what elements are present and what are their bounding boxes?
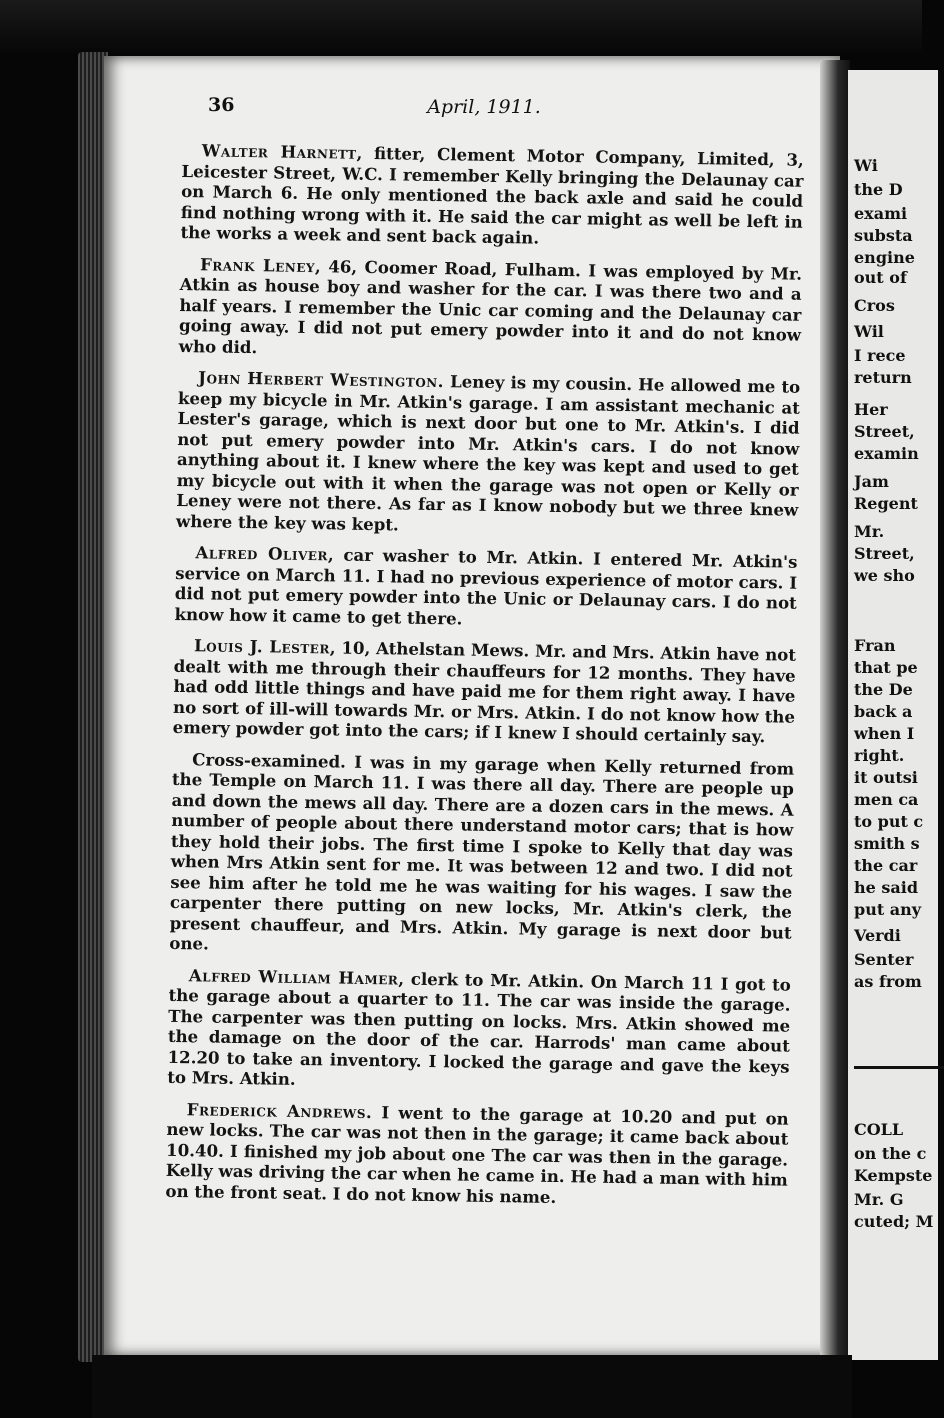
testimony-text: I went to the garage at 10.20 and put on new locks. The car was not then in the garage; it came back about 10.40. I finished my job about one The car was then in the garage. Kelly was driving the car when he came in. He had a man with him on the front seat. I do not know his name. <box>165 1101 789 1207</box>
facing-page-fragment: Kempste <box>854 1166 933 1185</box>
testimony-text: , 46, Coomer Road, Fulham. I was employed by Mr. Atkin as house boy and washer for the car. I was there two and a half years. I remember the Unic car coming and the Delaunay car going away. I did not put emery powder into it and do not know who did. <box>178 255 803 357</box>
page-content <box>165 140 804 1222</box>
page-number: 36 <box>208 94 235 116</box>
facing-page-fragment: Mr. <box>854 522 885 541</box>
facing-page-fragment: as from <box>854 972 922 991</box>
witness-name: Walter Harnett <box>201 140 357 163</box>
testimony-paragraph <box>169 748 794 963</box>
testimony-text: , fitter, Clement Motor Company, Limited, 3, Leicester Street, W.C. I remember Kelly bringing the Delaunay car on March 6. He only mentioned the back axle and said he could find nothing wrong with it. He said the car might as well be left in the works a week and sent back again. <box>180 142 804 248</box>
facing-page-fragment: COLL <box>854 1120 904 1139</box>
facing-page-fragment: when I <box>854 724 915 743</box>
facing-page-fragment: cuted; M <box>854 1212 934 1231</box>
facing-page-fragment: to put c <box>854 812 924 831</box>
witness-name: Frederick Andrews. <box>186 1098 373 1122</box>
witness-name: Frank Leney <box>199 253 316 276</box>
testimony-paragraph <box>180 140 804 252</box>
facing-page-fragment: I rece <box>854 346 906 365</box>
facing-page-fragment: Mr. G <box>854 1190 904 1209</box>
witness-name: Louis J. Lester <box>193 635 331 658</box>
facing-page-fragment: the car <box>854 856 918 875</box>
testimony-text: , car washer to Mr. Atkin. I entered Mr. Atkin's service on March 11. I had no previous experience of motor cars. I did not put emery powder into the Unic or Delaunay cars. I do not know how it came to get there. <box>174 544 798 628</box>
facing-page-fragment: back a <box>854 702 913 721</box>
witness-name: Alfred William Hamer <box>188 964 399 989</box>
facing-page-fragment: Fran <box>854 636 896 655</box>
book-bottom-edge <box>92 1355 852 1418</box>
facing-page-fragment: substa <box>854 226 913 245</box>
testimony-text: Leney is my cousin. He allowed me to keep my bicycle in Mr. Atkin's garage. I am assistant mechanic at Lester's garage, which is next door but one to Mr. Atkin's. I did not put emery powder into Mr. Atkin's cars. I do not know anything about it. I knew where the key was kept and used to get my bicycle out with it when the garage was not open or Kelly or Leney were not there. As far as I know nobody but we three knew where the key was kept. <box>175 371 801 534</box>
testimony-paragraph <box>165 1098 789 1210</box>
witness-name: John Herbert Westington. <box>198 367 445 392</box>
facing-page-fragment: examin <box>854 444 919 463</box>
facing-page-fragment: on the c <box>854 1144 927 1163</box>
running-head-date: April, 1911. <box>427 96 541 118</box>
testimony-paragraph <box>167 964 791 1097</box>
testimony-paragraph <box>176 367 800 541</box>
testimony-paragraph <box>174 542 797 634</box>
facing-page-fragment: Wi <box>854 156 878 175</box>
facing-page-fragment: Wil <box>854 322 884 341</box>
facing-page-fragment: return <box>854 368 912 387</box>
facing-page-fragment: Street, <box>854 422 915 441</box>
facing-page-fragment: we sho <box>854 566 915 585</box>
facing-page-fragment: he said <box>854 878 919 897</box>
facing-page-fragment: the D <box>854 180 903 199</box>
facing-page-fragment: smith s <box>854 834 920 853</box>
book-page <box>104 56 840 1356</box>
testimony-paragraph <box>173 635 797 747</box>
facing-page-fragment: Cros <box>854 296 895 315</box>
facing-page-fragment: engine <box>854 248 915 267</box>
book-top-edge <box>0 0 922 58</box>
facing-page-fragment: the De <box>854 680 913 699</box>
testimony-text: Cross-examined. I was in my garage when Kelly returned from the Temple on March 11. I was there all day. There are people up and down the mews all day. There are a dozen cars in the mews. A number of people about there understand motor cars; that is how they hold their jobs. The first time I spoke to Kelly that day was when Mrs Atkin sent for me. It was between 12 and two. I did not see him after he told me he was waiting for his wages. I saw the carpenter there putting on new locks, Mr. Atkin's clerk, the present chauffeur, and Mrs. Atkin. My garage is next door but one. <box>169 748 795 954</box>
facing-page-fragment: men ca <box>854 790 919 809</box>
facing-page-fragment: put any <box>854 900 922 919</box>
running-head <box>404 96 564 118</box>
book-gutter <box>820 60 850 1360</box>
facing-page <box>848 70 938 1360</box>
facing-page-fragment: Regent <box>854 494 918 513</box>
facing-page-fragment: Street, <box>854 544 915 563</box>
witness-name: Alfred Oliver <box>195 542 329 565</box>
testimony-text: , 10, Athelstan Mews. Mr. and Mrs. Atkin have not dealt with me through their chauffeurs for 12 months. They have had odd little things and have paid me for them right away. I have no sort of ill-will towards Mr. or Mrs. Atkin. I do not know how the emery powder got into the cars; if I knew I should certainly say. <box>172 637 797 747</box>
facing-page-fragment: Jam <box>854 472 889 491</box>
facing-page-fragment: Her <box>854 400 888 419</box>
facing-page-fragment: Senter <box>854 950 914 969</box>
testimony-text: , clerk to Mr. Atkin. On March 11 I got to the garage about a quarter to 11. The car was inside the garage. The carpenter was then putting on locks. Mrs. Atkin showed me the damage on the door of the car. Harrods' man came about 12.20 to take an inventory. I locked the garage and gave the keys to Mrs. Atkin. <box>167 968 791 1089</box>
facing-page-fragment: out of <box>854 268 907 287</box>
facing-page-fragment: that pe <box>854 658 918 677</box>
facing-page-fragment: Verdi <box>854 926 901 945</box>
facing-page-rule <box>854 1066 944 1069</box>
facing-page-fragment: right. <box>854 746 905 765</box>
facing-page-fragment: exami <box>854 204 908 223</box>
facing-page-fragment: it outsi <box>854 768 918 787</box>
testimony-paragraph <box>179 253 803 365</box>
